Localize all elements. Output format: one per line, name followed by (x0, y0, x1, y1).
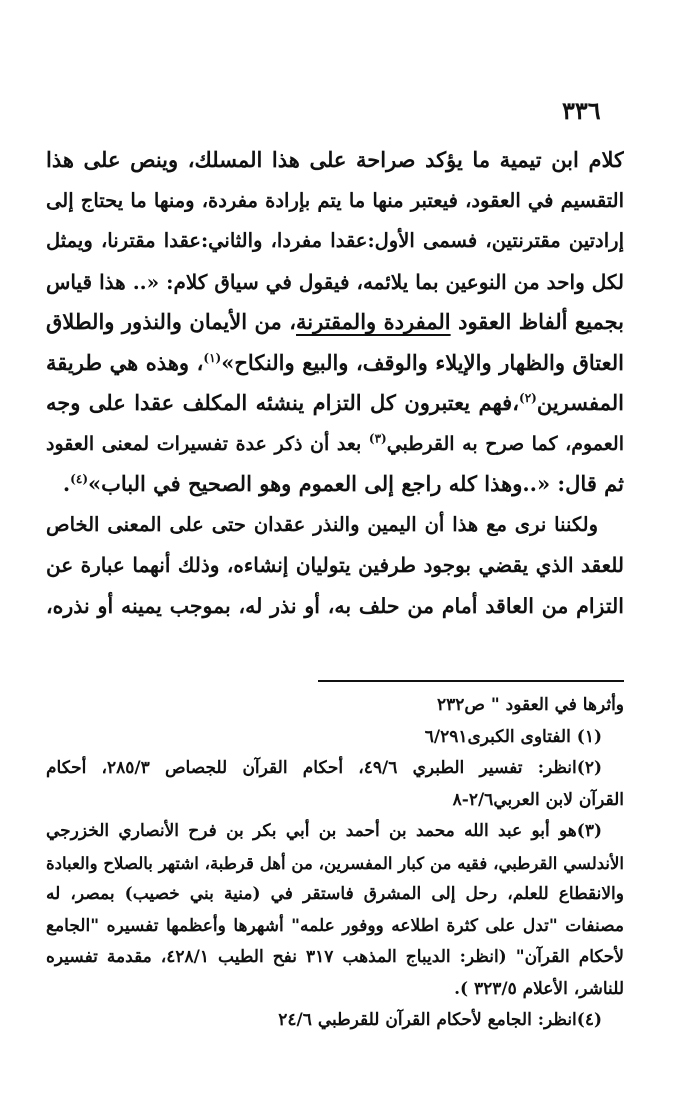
text-line (46, 383, 624, 424)
text-line: إرادتين مقترنتين، فسمى الأول:عقدا مفردا، والثاني:عقدا مقترنا، ويمثل (46, 229, 624, 252)
footnote-ref: (٢) (519, 391, 537, 405)
text-segment: ،فهم يعتبرون كل التزام ينشئه المكلف عقدا على وجه (46, 390, 520, 415)
text-segment: ، من الأيمان والنذور والطلاق (46, 309, 297, 334)
footnote-line: والانقطاع للعلم، رحل إلى المشرق فاستقر في (منية بني خصيب) بمصر، له (46, 884, 624, 904)
footnote-separator (318, 680, 624, 682)
footnote-line: (١) الفتاوى الكبرى٦/٢٩١ (424, 726, 602, 747)
main-text (46, 140, 624, 626)
footnote-line: لأحكام القرآن" (انظر: الديباج المذهب ٣١٧ نفح الطيب ٤٢٨/١، مقدمة تفسيره (46, 947, 624, 967)
text-segment: بجميع ألفاظ العقود (450, 309, 624, 334)
text-line: لكل واحد من النوعين بما يلائمه، فيقول في سياق كلام: «.. هذا قياس (46, 269, 624, 294)
text-segment: . (62, 471, 71, 496)
text-segment: بعد أن ذكر عدة تفسيرات لمعنى العقود (46, 432, 369, 455)
text-line (46, 302, 624, 343)
text-line: التقسيم في العقود، فيعتبر منها ما يتم بإرادة مفردة، ومنها ما يحتاج إلى (46, 188, 624, 212)
footnote-line: (٣)هو أبو عبد الله محمد بن أحمد بن أبي بكر بن فرح الأنصاري الخزرجي (46, 821, 602, 841)
footnote-line: الأندلسي القرطبي، فقيه من كبار المفسرين، من أهل قرطبة، اشتهر بالصلاح والعبادة (46, 853, 624, 873)
text-line: للعقد الذي يقضي بوجود طرفين يتوليان إنشاءه، وذلك أنهما عبارة عن (46, 553, 624, 577)
text-line: ولكننا نرى مع هذا أن اليمين والنذر عقدان حتى على المعنى الخاص (46, 512, 598, 536)
footnote-ref: (٤) (70, 472, 88, 486)
footnote-ref: (١) (203, 350, 222, 365)
footnotes (46, 690, 624, 1037)
footnote-line: القرآن لابن العربي٢/٦-٨ (452, 789, 624, 810)
footnote-line: للناشر، الأعلام ٣٢٣/٥ ). (454, 978, 624, 999)
text-line (46, 343, 624, 384)
footnote-line: وأثرها في العقود " ص٢٣٢ (436, 695, 624, 715)
footnote-line: مصنفات "تدل على كثرة اطلاعه ووفور علمه" أشهرها وأعظمها تفسيره "الجامع (46, 915, 624, 936)
text-line (46, 424, 624, 465)
underlined-phrase: المفردة والمقترنة (296, 309, 451, 334)
footnote-line: (٤)انظر: الجامع لأحكام القرآن للقرطبي ٢٤/٦ (278, 1010, 602, 1030)
footnote-ref: (٣) (368, 431, 387, 446)
text-line (46, 464, 624, 505)
text-line: التزام من العاقد أمام من حلف به، أو نذر له، بموجب يمينه أو نذره، (46, 593, 624, 618)
text-segment: ، وهذه هي طريقة (46, 349, 204, 375)
text-segment: العموم، كما صرح به القرطبي (386, 432, 624, 455)
text-line: كلام ابن تيمية ما يؤكد صراحة على هذا المسلك، وينص على هذا (46, 147, 624, 172)
footnote-line: (٢)انظر: تفسير الطبري ٤٩/٦، أحكام القرآن للجصاص ٢٨٥/٣، أحكام (46, 758, 602, 778)
page-number: ٣٣٦ (562, 96, 601, 125)
text-segment: المفسرين (536, 390, 624, 415)
text-segment: العتاق والظهار والإيلاء والوقف، والبيع والنكاح» (221, 349, 624, 375)
text-segment: ثم قال: «..وهذا كله راجع إلى العموم وهو الصحيح في الباب» (88, 471, 624, 496)
